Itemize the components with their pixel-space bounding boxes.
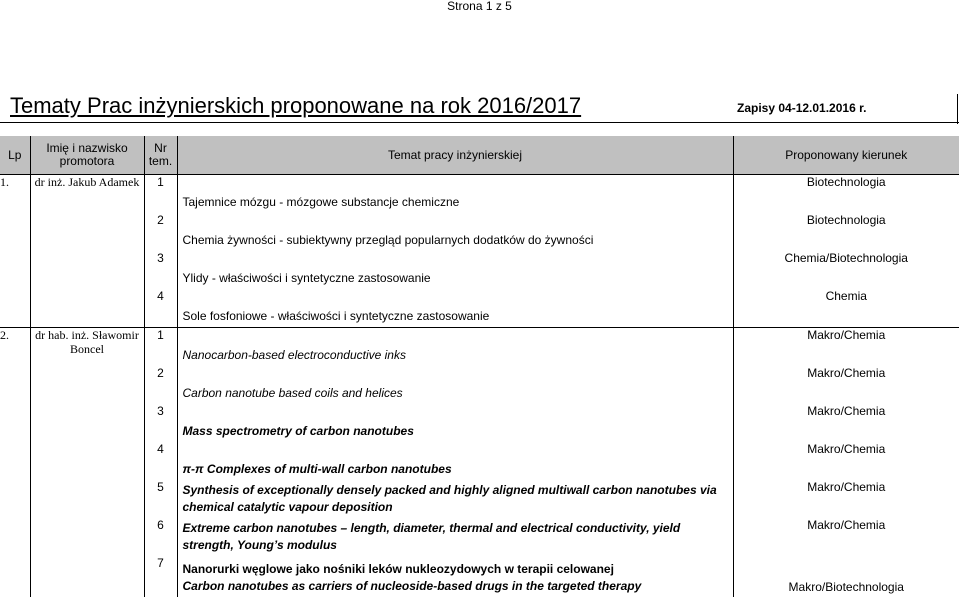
topic-title: Carbon nanotube based coils and helices [183,386,403,400]
table-row [0,442,959,480]
topic-title-english: Carbon nanotubes as carriers of nucleoside-based drugs in the targeted therapy [183,578,642,595]
topic-direction: Makro/Biotechnologia [733,556,959,597]
table-row [0,404,959,442]
topic-direction: Biotechnologia [733,213,959,251]
table-row [0,518,959,556]
topic-title: Nanorurki węglowe jako nośniki leków nukleozydowych w terapii celowanej [183,561,642,578]
header-direction: Proponowany kierunek [733,136,959,175]
topic-title: Ylidy - właściwości i syntetyczne zastosowanie [183,271,431,285]
topic-direction: Makro/Chemia [733,442,959,480]
topic-title: Tajemnice mózgu - mózgowe substancje chemiczne [183,195,460,209]
topic-number: 3 [144,404,177,442]
topic-number: 7 [144,556,177,597]
topic-number: 2 [144,366,177,404]
header-nr: Nr tem. [144,136,177,175]
topic-direction: Makro/Chemia [733,404,959,442]
table-row [0,328,959,367]
topic-title: Chemia żywności - subiektywny przegląd popularnych dodatków do żywności [183,233,594,247]
table-row [0,366,959,404]
promoter-name: dr hab. inż. Sławomir Boncel [30,328,144,597]
topic-direction: Chemia/Biotechnologia [733,251,959,289]
topic-number: 1 [144,175,177,214]
topic-number: 1 [144,328,177,367]
topic-direction: Makro/Chemia [733,366,959,404]
topic-direction: Makro/Chemia [733,518,959,556]
topic-title: Synthesis of exceptionally densely packed and highly aligned multiwall carbon nanotubes via chemical catalytic vapour deposition [183,482,723,516]
topic-direction: Makro/Chemia [733,480,959,518]
promoter-lp: 2. [0,328,30,597]
topic-title: π-π Complexes of multi-wall carbon nanotubes [183,462,452,476]
topic-number: 6 [144,518,177,556]
promoter-lp: 1. [0,175,30,328]
topic-number: 5 [144,480,177,518]
topic-title: Sole fosfoniowe - właściwości i syntetyczne zastosowanie [183,309,490,323]
topic-direction: Makro/Chemia [733,328,959,367]
topic-title: Nanocarbon-based electroconductive inks [183,348,406,362]
table-header-row [0,136,959,175]
topic-title: Extreme carbon nanotubes – length, diameter, thermal and electrical conductivity, yield strength, Young’s modulus [183,520,723,554]
topics-table [0,136,959,597]
topic-direction: Biotechnologia [733,175,959,214]
document-title: Tematy Prac inżynierskich proponowane na rok 2016/2017 [10,93,581,119]
header-promoter: Imię i nazwisko promotora [30,136,144,175]
topic-direction: Chemia [733,289,959,328]
table-row [0,289,959,328]
title-box-edge [957,94,958,124]
header-topic: Temat pracy inżynierskiej [177,136,733,175]
topic-number: 2 [144,213,177,251]
table-row [0,480,959,518]
promoter-name: dr inż. Jakub Adamek [30,175,144,328]
title-rule [0,122,959,123]
table-row [0,175,959,214]
topic-number: 4 [144,442,177,480]
table-row [0,213,959,251]
topic-number: 3 [144,251,177,289]
table-row [0,251,959,289]
page-number: Strona 1 z 5 [0,0,959,12]
enrollment-dates: Zapisy 04-12.01.2016 r. [737,101,866,115]
header-lp: Lp [0,136,30,175]
topic-number: 4 [144,289,177,328]
table-row [0,556,959,597]
topic-title: Mass spectrometry of carbon nanotubes [183,424,414,438]
